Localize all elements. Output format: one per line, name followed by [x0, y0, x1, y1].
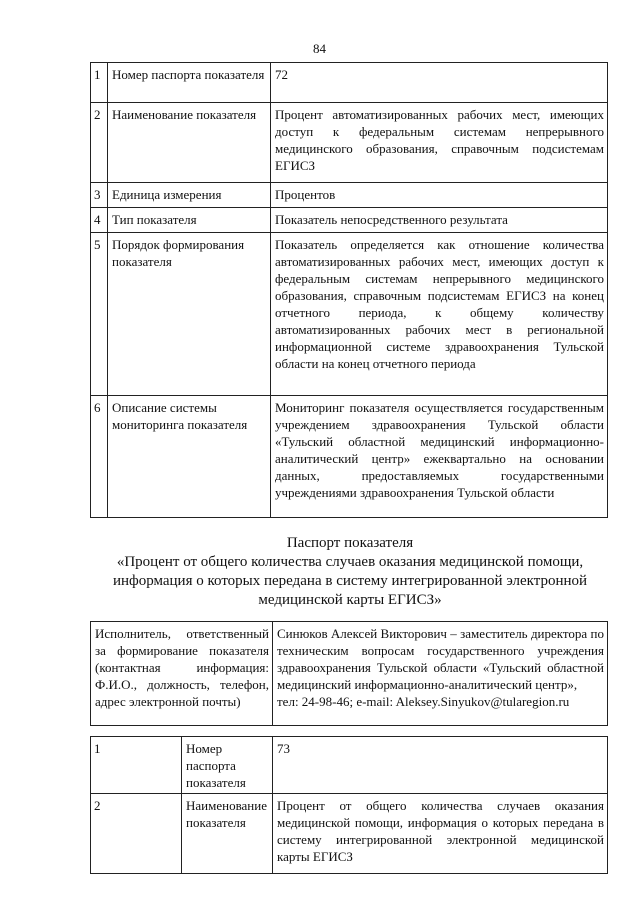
- heading-line: информация о которых передана в систему интегрированной электронной: [112, 573, 588, 589]
- row-value: 72: [271, 63, 608, 103]
- gap-cell: [91, 726, 182, 737]
- row-value: Мониторинг показателя осуществляется государственным учреждением здравоохранения Тульской области «Тульский областной медицинский информационно-аналитический центр» ежеквартально на основании данных, предоставляемых государственными учреждениями здравоохранения Тульской области: [271, 396, 608, 518]
- table-row: [91, 622, 608, 726]
- indicator-passport-table-73: [90, 621, 608, 874]
- executor-value: [273, 622, 608, 726]
- table-row: [91, 183, 608, 208]
- indicator-passport-table-72: [90, 62, 608, 518]
- page-number: 84: [313, 41, 326, 56]
- row-value: Показатель непосредственного результата: [271, 208, 608, 233]
- table-row: [91, 233, 608, 396]
- table-row: [91, 396, 608, 518]
- heading-line: Паспорт показателя: [286, 535, 414, 551]
- row-value: Показатель определяется как отношение количества автоматизированных рабочих мест, имеющих доступ к федеральным системам непрерывного медицинского образования, справочным подсистемам ЕГИСЗ на конец отчетного периода, к общему количеству автоматизированных рабочих мест в региональной информационной системе здравоохранения Тульской области на конец отчетного периода: [271, 233, 608, 396]
- table-gap: [91, 726, 608, 737]
- row-number: 2: [91, 103, 108, 183]
- row-number: 2: [91, 794, 182, 874]
- row-value: Процент автоматизированных рабочих мест, имеющих доступ к федеральным системам непрерывного медицинского образования, справочным подсистемам ЕГИСЗ: [271, 103, 608, 183]
- row-number: 3: [91, 183, 108, 208]
- heading-line: медицинской карты ЕГИСЗ»: [258, 592, 442, 608]
- row-label: Тип показателя: [108, 208, 271, 233]
- table-row: [91, 794, 608, 874]
- table-row: [91, 208, 608, 233]
- row-label: Номер паспорта показателя: [182, 737, 273, 794]
- row-value: 73: [273, 737, 608, 794]
- row-label: Наименование показателя: [182, 794, 273, 874]
- gap-cell: [273, 726, 608, 737]
- row-number: 1: [91, 63, 108, 103]
- row-number: 5: [91, 233, 108, 396]
- row-number: 4: [91, 208, 108, 233]
- row-value: Процентов: [271, 183, 608, 208]
- executor-contact: тел: 24-98-46; e-mail: Aleksey.Sinyukov@tularegion.ru: [277, 694, 570, 709]
- row-label: Наименование показателя: [108, 103, 271, 183]
- executor-label: Исполнитель, ответственный за формирование показателя (контактная информация: Ф.И.О., должность, телефон, адрес электронной почты): [91, 622, 273, 726]
- gap-cell: [182, 726, 273, 737]
- passport-heading: [60, 534, 639, 610]
- row-label: Порядок формирования показателя: [108, 233, 271, 396]
- row-number: 1: [91, 737, 182, 794]
- heading-line: «Процент от общего количества случаев оказания медицинской помощи,: [116, 554, 584, 570]
- row-label: Единица измерения: [108, 183, 271, 208]
- table-row: [91, 737, 608, 794]
- row-label: Номер паспорта показателя: [108, 63, 271, 103]
- row-number: 6: [91, 396, 108, 518]
- row-label: Описание системы мониторинга показателя: [108, 396, 271, 518]
- row-value: Процент от общего количества случаев оказания медицинской помощи, информация о которых передана в систему интегрированной электронной медицинской карты ЕГИСЗ: [273, 794, 608, 874]
- table-row: [91, 63, 608, 103]
- executor-description: Синюков Алексей Викторович – заместитель директора по техническим вопросам государственного учреждения здравоохранения Тульской области «Тульский областной медицинский информационно-аналитический центр»,: [277, 626, 604, 692]
- table-row: [91, 103, 608, 183]
